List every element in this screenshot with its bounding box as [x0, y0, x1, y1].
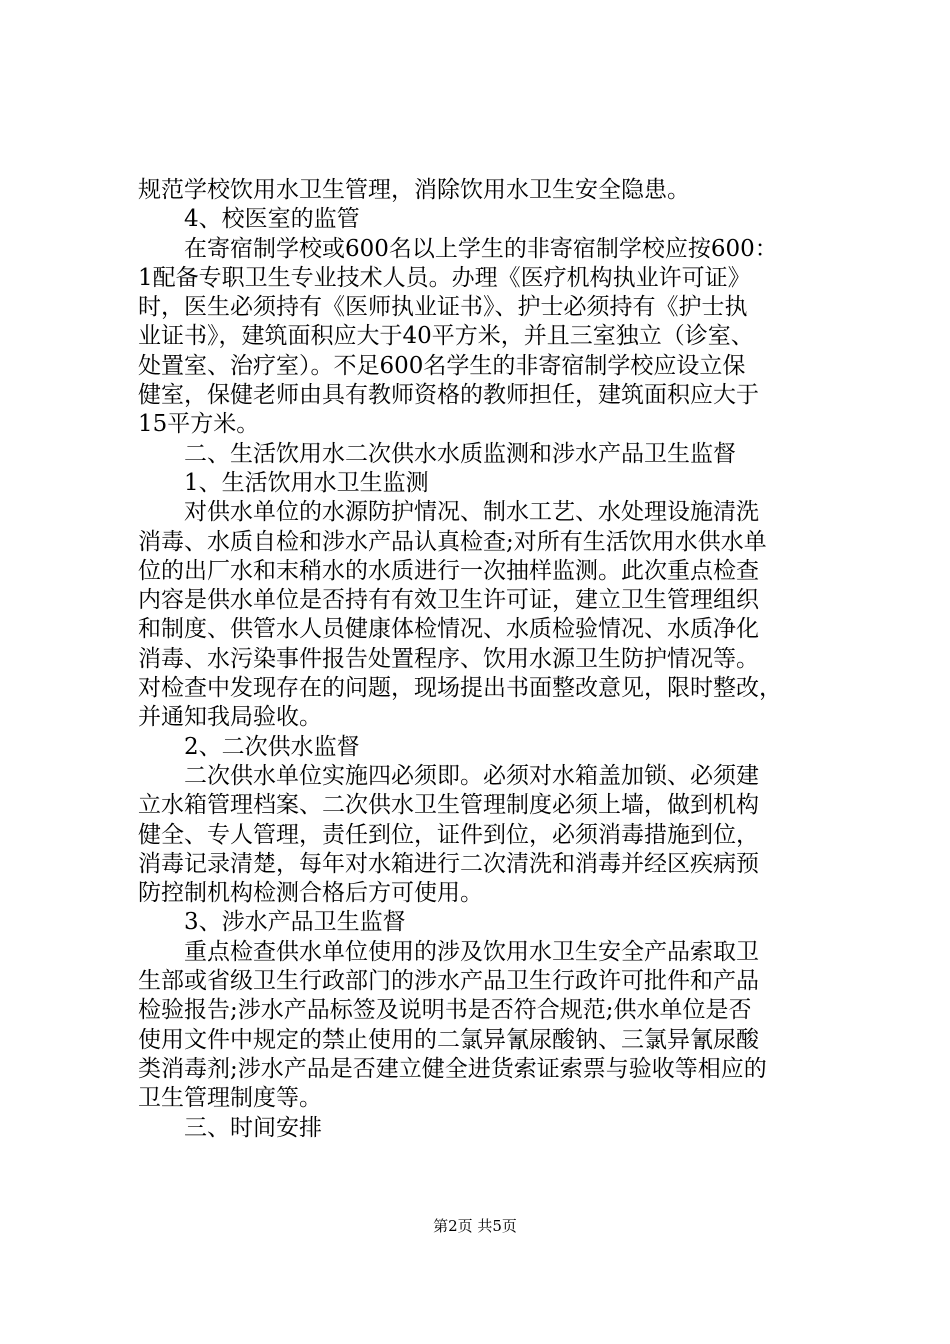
- document-body: [138, 176, 838, 1143]
- text-line: 规范学校饮用水卫生管理，消除饮用水卫生安全隐患。: [138, 177, 690, 203]
- text-line: 二、生活饮用水二次供水水质监测和涉水产品卫生监督: [184, 440, 736, 467]
- text-line: 类消毒剂;涉水产品是否建立健全进货索证索票与验收等相应的: [138, 1055, 767, 1082]
- text-line: 2、二次供水监督: [184, 733, 360, 760]
- text-line: 对检查中发现存在的问题，现场提出书面整改意见，限时整改，: [138, 675, 782, 702]
- text-line: 三、时间安排: [184, 1114, 322, 1141]
- text-line: 对供水单位的水源防护情况、制水工艺、水处理设施清洗: [184, 499, 759, 526]
- text-line: 1、生活饮用水卫生监测: [184, 469, 429, 496]
- text-line: 内容是供水单位是否持有有效卫生许可证，建立卫生管理组织: [138, 587, 759, 614]
- text-line: 3、涉水产品卫生监督: [184, 909, 406, 936]
- text-line: 时，医生必须持有《医师执业证书》、护士必须持有《护士执: [138, 294, 748, 321]
- text-line: 15平方米。: [138, 411, 260, 438]
- text-line: 立水箱管理档案、二次供水卫生管理制度必须上墙，做到机构: [138, 792, 759, 819]
- text-line: 消毒、水质自检和涉水产品认真检查;对所有生活饮用水供水单: [138, 528, 767, 555]
- text-line: 并通知我局验收。: [138, 704, 322, 731]
- text-line: 检验报告;涉水产品标签及说明书是否符合规范;供水单位是否: [138, 997, 752, 1024]
- text-line: 卫生管理制度等。: [138, 1085, 322, 1112]
- text-line: 处置室、治疗室）。不足600名学生的非寄宿制学校应设立保: [138, 352, 746, 379]
- text-line: 健室，保健老师由具有教师资格的教师担任，建筑面积应大于: [138, 382, 759, 409]
- text-line: 和制度、供管水人员健康体检情况、水质检验情况、水质净化: [138, 616, 759, 643]
- text-line: 防控制机构检测合格后方可使用。: [138, 880, 483, 907]
- text-line: 位的出厂水和末稍水的水质进行一次抽样监测。此次重点检查: [138, 557, 759, 584]
- text-line: 在寄宿制学校或600名以上学生的非寄宿制学校应按600：: [184, 235, 778, 262]
- text-line: 业证书》，建筑面积应大于40平方米，并且三室独立（诊室、: [138, 323, 754, 350]
- text-line: 生部或省级卫生行政部门的涉水产品卫生行政许可批件和产品: [138, 968, 759, 995]
- text-line: 1配备专职卫生专业技术人员。办理《医疗机构执业许可证》: [138, 264, 751, 291]
- text-line: 二次供水单位实施四必须即。必须对水箱盖加锁、必须建: [184, 762, 759, 789]
- text-line: 使用文件中规定的禁止使用的二氯异氰尿酸钠、三氯异氰尿酸: [138, 1026, 759, 1053]
- text-line: 重点检查供水单位使用的涉及饮用水卫生安全产品索取卫: [184, 938, 759, 965]
- text-line: 4、校医室的监管: [184, 206, 360, 233]
- text-line: 消毒记录清楚，每年对水箱进行二次清洗和消毒并经区疾病预: [138, 850, 759, 877]
- page-footer: 第2页 共5页: [433, 1217, 517, 1235]
- text-line: 健全、专人管理，责任到位，证件到位，必须消毒措施到位，: [138, 821, 759, 848]
- text-line: 消毒、水污染事件报告处置程序、饮用水源卫生防护情况等。: [138, 645, 759, 672]
